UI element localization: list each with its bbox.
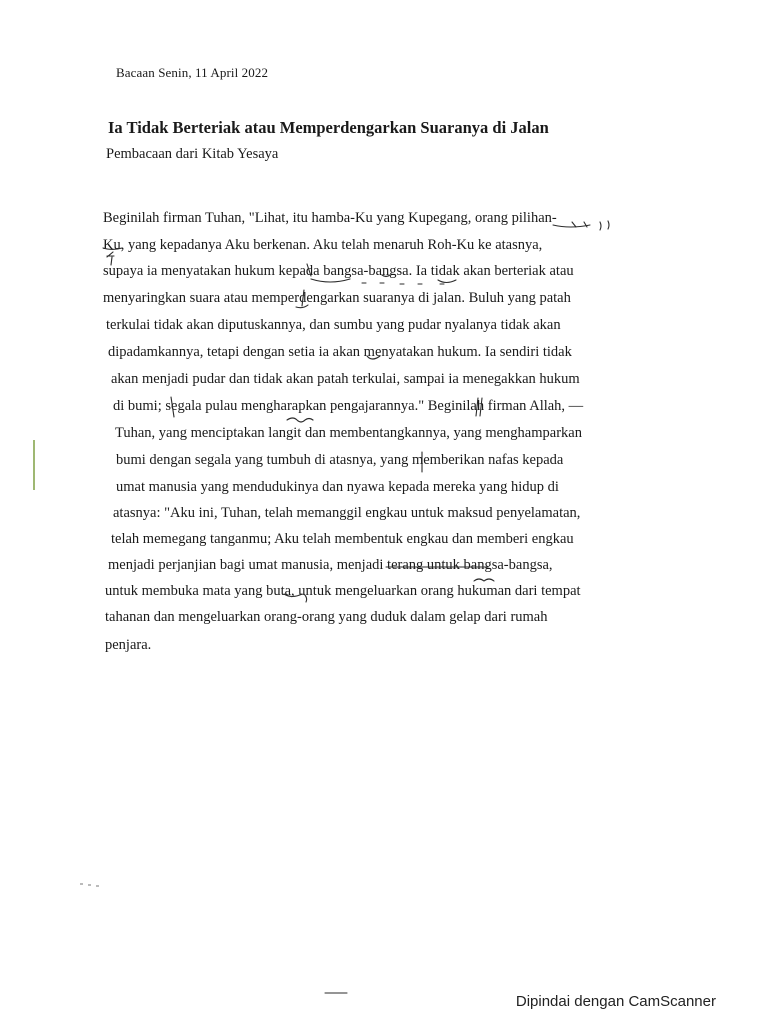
body-line: dipadamkannya, tetapi dengan setia ia akan menyatakan hukum. Ia sendiri tidak: [108, 344, 572, 360]
body-line: Tuhan, yang menciptakan langit dan membentangkannya, yang menghamparkan: [115, 425, 582, 441]
reading-subtitle: Pembacaan dari Kitab Yesaya: [106, 146, 279, 162]
body-line: menjadi perjanjian bagi umat manusia, menjadi terang untuk bangsa-bangsa,: [108, 557, 553, 573]
body-line: tahanan dan mengeluarkan orang-orang yang duduk dalam gelap dari rumah: [105, 609, 548, 625]
body-line: umat manusia yang mendudukinya dan nyawa kepada mereka yang hidup di: [116, 479, 559, 495]
body-line: akan menjadi pudar dan tidak akan patah terkulai, sampai ia menegakkan hukum: [111, 371, 580, 387]
body-line: untuk membuka mata yang buta, untuk mengeluarkan orang hukuman dari tempat: [105, 583, 581, 599]
scan-speck: [80, 883, 83, 885]
body-line: di bumi; segala pulau mengharapkan pengajarannya." Beginilah firman Allah, —: [113, 398, 584, 414]
body-line: Ku, yang kepadanya Aku berkenan. Aku telah menaruh Roh-Ku ke atasnya,: [103, 237, 543, 253]
body-line: Beginilah firman Tuhan, "Lihat, itu hamba-Ku yang Kupegang, orang pilihan-: [103, 210, 557, 226]
scan-speck: [88, 884, 91, 886]
body-line: terkulai tidak akan diputuskannya, dan sumbu yang pudar nyalanya tidak akan: [106, 317, 561, 333]
reading-title: Ia Tidak Berteriak atau Memperdengarkan Suaranya di Jalan: [108, 118, 549, 137]
scan-speck: [33, 440, 35, 490]
scanner-watermark: Dipindai dengan CamScanner: [515, 993, 716, 1010]
body-line: menyaringkan suara atau memperdengarkan suaranya di jalan. Buluh yang patah: [103, 290, 571, 306]
body-line: penjara.: [105, 637, 152, 653]
body-line: bumi dengan segala yang tumbuh di atasnya, yang memberikan nafas kepada: [116, 452, 564, 468]
scan-speck: [96, 885, 99, 887]
header-date: Bacaan Senin, 11 April 2022: [116, 65, 269, 80]
body-line: supaya ia menyatakan hukum kepada bangsa-bangsa. Ia tidak akan berteriak atau: [103, 263, 574, 279]
body-line: atasnya: "Aku ini, Tuhan, telah memanggil engkau untuk maksud penyelamatan,: [113, 505, 581, 521]
body-line: telah memegang tanganmu; Aku telah membentuk engkau dan memberi engkau: [111, 531, 574, 547]
